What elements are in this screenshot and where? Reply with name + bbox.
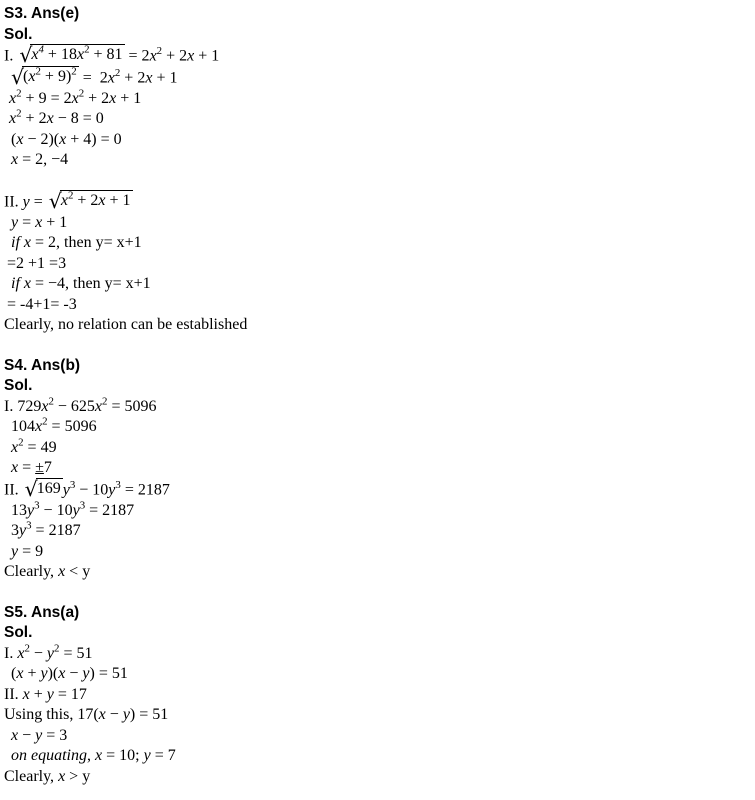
solution-section-s3 (4, 4, 755, 336)
math-line-s4-2: $104x^2 = 5096$ (7, 415, 97, 436)
math-line-s5-3: II. x + y = 17 (4, 685, 87, 703)
section-heading-s3: S3. Ans(e) (4, 5, 80, 22)
math-line-s5-2: (x + y)(x − y) = 51 (7, 665, 128, 682)
math-line-s3-8: II. $y = √x^2 + 2x + 1$ (4, 188, 131, 213)
solution-section-s5 (4, 603, 755, 788)
math-line-s3-2: $√(x^2 + 9)^2 = 2x^2 + 2x + 1$ (11, 64, 178, 89)
spacer (4, 171, 755, 191)
math-line-s3-14: Clearly, no relation can be established (4, 316, 248, 334)
math-line-s5-5: x − y = 3 (11, 726, 68, 744)
math-line-s3-5: (x − 2)(x + 4) = 0 (7, 130, 122, 148)
math-line-s3-1: I. $√x^4 + 18x^2 + 81 = 2x^2 + 2x + 1$ (4, 43, 220, 67)
math-line-s3-12: if x = −4, then y= x+1 (11, 275, 151, 293)
math-line-s5-4: Using this, 17(x − y) = 51 (4, 706, 169, 723)
math-line-s5-1: I. $x^2 - y^2 = 51$ (4, 642, 93, 662)
math-line-s3-6: x = 2, −4 (11, 151, 69, 169)
math-line-s4-4: x = ±7 (11, 459, 52, 477)
math-line-s5-6: on equating, x = 10; y = 7 (11, 747, 176, 764)
spacer (4, 336, 755, 356)
solution-section-s4 (4, 356, 755, 583)
math-line-s3-10: if x = 2, then y= x+1 (11, 234, 142, 252)
spacer (4, 583, 755, 603)
math-line-s4-7: $3y^3 = 2187$ (7, 519, 81, 539)
math-line-s4-1: I. $729x^2 - 625x^2 = 5096$ (4, 395, 157, 415)
math-line-s3-3: $x^2 + 9 = 2x^2 + 2x + 1$ (9, 87, 142, 107)
math-line-s4-9: Clearly, x < y (4, 563, 91, 580)
math-line-s4-6: $13y^3 - 10y^3 = 2187$ (7, 499, 135, 519)
section-heading-s5: S5. Ans(a) (4, 603, 80, 621)
math-line-s3-4: $x^2 + 2x - 8 = 0$ (9, 107, 104, 128)
math-line-s3-11: =2 +1 =3 (7, 254, 67, 272)
sol-label-s3: Sol. (4, 25, 33, 43)
section-heading-s4: S4. Ans(b) (4, 356, 81, 374)
math-line-s3-13: = -4+1= -3 (7, 295, 77, 313)
math-line-s3-9: y = x + 1 (11, 213, 68, 231)
math-line-s4-8: y = 9 (11, 542, 44, 560)
sol-label-s4: Sol. (4, 377, 33, 395)
sol-label-s5: Sol. (4, 624, 33, 641)
math-line-s4-3: $x^2 = 49$ (11, 436, 57, 456)
math-line-s4-5: II. √169 $y^3 - 10y^3 = 2187$ (4, 476, 170, 501)
math-line-s5-7: Clearly, x > y (4, 767, 91, 785)
